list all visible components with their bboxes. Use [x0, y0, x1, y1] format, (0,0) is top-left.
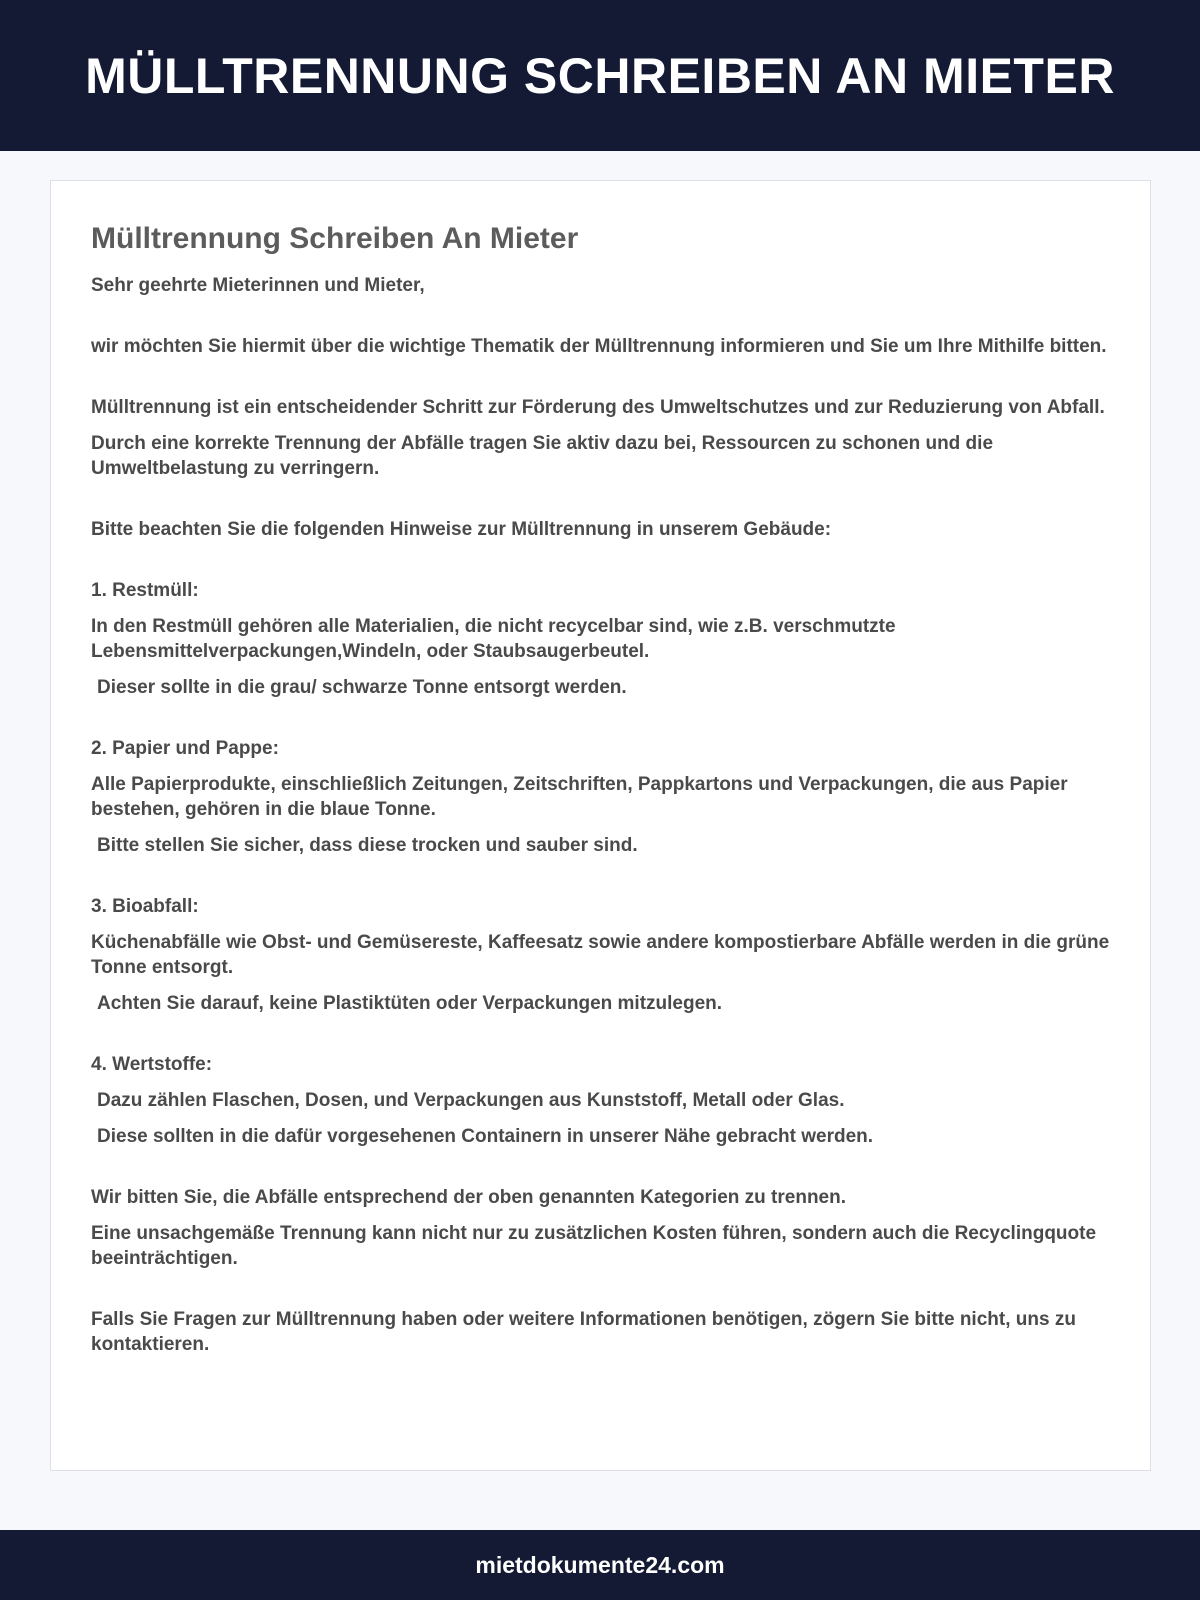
letter-heading: Mülltrennung Schreiben An Mieter	[91, 222, 579, 255]
page-title: MÜLLTRENNUNG SCHREIBEN AN MIETER	[85, 47, 1115, 104]
section-text: In den Restmüll gehören alle Materialien, die nicht recycelbar sind, wie z.B. verschmutzte Lebensmittelverpackungen,Windeln, oder Staubsaugerbeutel.	[91, 616, 896, 662]
intro-paragraph: wir möchten Sie hiermit über die wichtige Thematik der Mülltrennung informieren und Sie um Ihre Mithilfe bitten.	[91, 336, 1107, 357]
page-footer	[0, 1530, 1200, 1600]
section-title: 3. Bioabfall:	[91, 896, 199, 917]
letter-card	[50, 180, 1151, 1471]
notice-paragraph: Bitte beachten Sie die folgenden Hinweise zur Mülltrennung in unserem Gebäude:	[91, 519, 832, 540]
section-text: Bitte stellen Sie sicher, dass diese trocken und sauber sind.	[97, 835, 638, 856]
section-title: 2. Papier und Pappe:	[91, 738, 279, 759]
importance-paragraph-1: Mülltrennung ist ein entscheidender Schritt zur Förderung des Umweltschutzes und zur Reduzierung von Abfall.	[91, 397, 1105, 418]
section-text: Diese sollten in die dafür vorgesehenen Containern in unserer Nähe gebracht werden.	[97, 1126, 874, 1147]
section-restmuell	[91, 578, 1110, 700]
section-text: Achten Sie darauf, keine Plastiktüten oder Verpackungen mitzulegen.	[97, 993, 723, 1014]
section-text: Alle Papierprodukte, einschließlich Zeitungen, Zeitschriften, Pappkartons und Verpackungen, die aus Papier bestehen, gehören in die blaue Tonne.	[91, 774, 1068, 820]
importance-paragraph-2: Durch eine korrekte Trennung der Abfälle tragen Sie aktiv dazu bei, Ressourcen zu schonen und die Umweltbelastung zu verringern.	[91, 433, 994, 479]
section-text: Dazu zählen Flaschen, Dosen, und Verpackungen aus Kunststoff, Metall oder Glas.	[97, 1090, 845, 1111]
section-text: Dieser sollte in die grau/ schwarze Tonne entsorgt werden.	[97, 677, 627, 698]
footer-site-link[interactable]: mietdokumente24.com	[475, 1551, 725, 1578]
section-title: 1. Restmüll:	[91, 580, 199, 601]
request-paragraph-1: Wir bitten Sie, die Abfälle entsprechend der oben genannten Kategorien zu trennen.	[91, 1187, 846, 1208]
section-title: 4. Wertstoffe:	[91, 1054, 213, 1075]
request-paragraph-2: Eine unsachgemäße Trennung kann nicht nur zu zusätzlichen Kosten führen, sondern auch die Recyclingquote beeinträchtigen.	[91, 1223, 1097, 1269]
section-bioabfall	[91, 894, 1110, 1016]
section-text: Küchenabfälle wie Obst- und Gemüsereste, Kaffeesatz sowie andere kompostierbare Abfälle werden in die grüne Tonne entsorgt.	[91, 932, 1110, 978]
salutation: Sehr geehrte Mieterinnen und Mieter,	[91, 275, 425, 296]
section-papier	[91, 736, 1110, 858]
page-header	[0, 0, 1200, 151]
section-wertstoffe	[91, 1052, 1110, 1149]
closing-paragraph: Falls Sie Fragen zur Mülltrennung haben oder weitere Informationen benötigen, zögern Sie bitte nicht, uns zu kontaktieren.	[91, 1309, 1076, 1355]
